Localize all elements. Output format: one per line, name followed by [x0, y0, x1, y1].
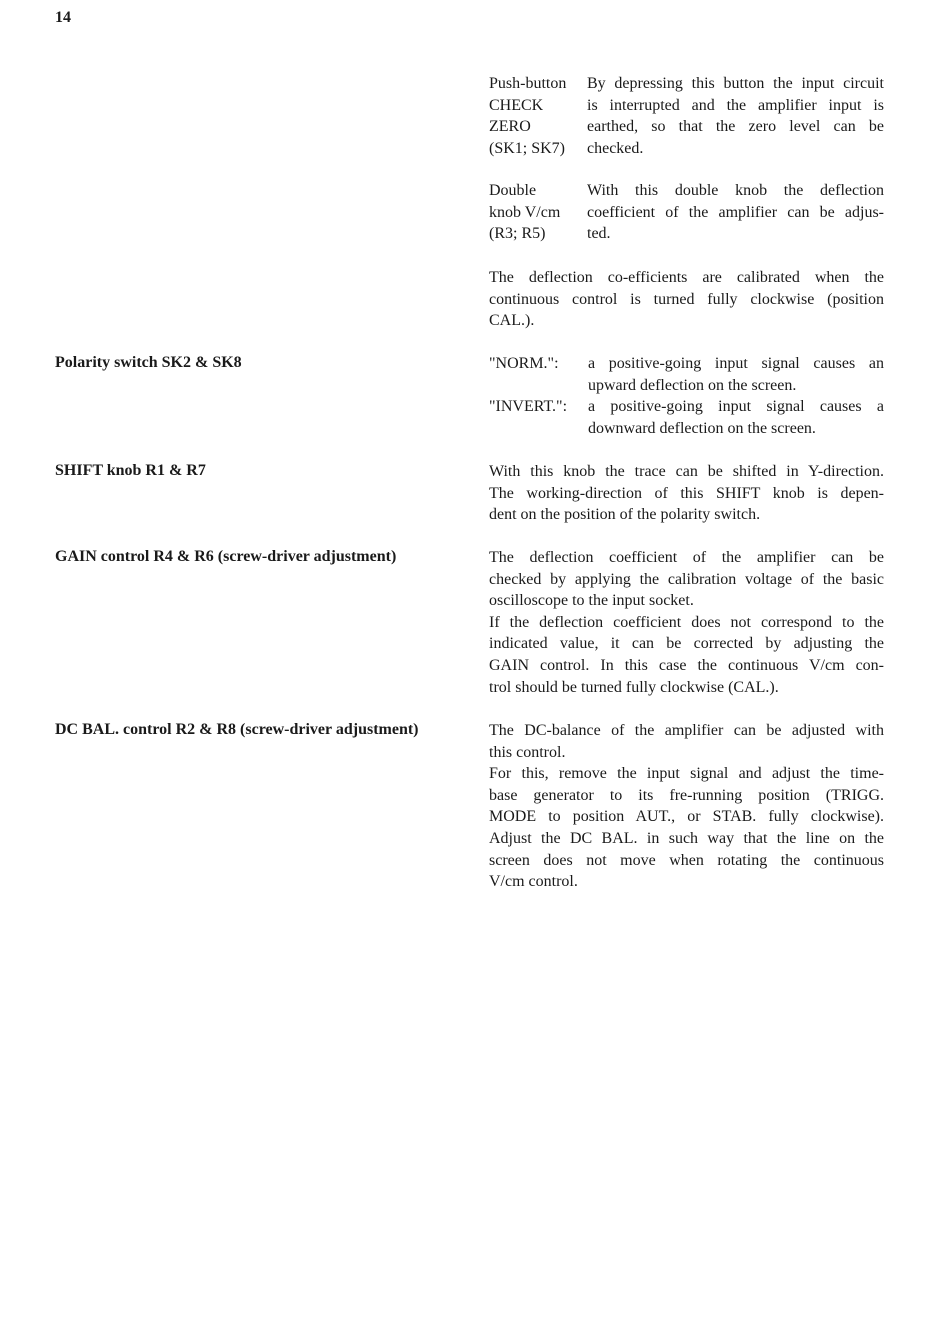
term-line: ZERO — [489, 118, 531, 136]
polarity-switch-label: Polarity switch SK2 & SK8 — [55, 354, 242, 371]
term-line: Double — [489, 182, 537, 199]
paragraph-line: For this, remove the input signal and adjust the time- — [489, 765, 884, 783]
double-knob-term — [489, 180, 587, 245]
desc-line: By depressing this button the input circuit — [587, 75, 884, 92]
paragraph-line: MODE to position AUT., or STAB. fully clockwise). — [489, 808, 884, 826]
check-zero-entry — [489, 73, 884, 159]
dc-bal-control-description — [489, 720, 884, 893]
paragraph-line: The working-direction of this SHIFT knob is depen- — [489, 484, 884, 502]
paragraph-line: With this knob the trace can be shifted in Y-direction. — [489, 463, 884, 480]
paragraph-line: base generator to its fre-running position (TRIGG. — [489, 786, 884, 804]
desc-line: a positive-going input signal causes an — [588, 355, 884, 372]
shift-knob-label: SHIFT knob R1 & R7 — [55, 462, 206, 479]
desc-line: earthed, so that the zero level can be — [587, 118, 884, 136]
paragraph-line: The deflection coefficient of the amplifier can be — [489, 549, 884, 566]
desc-line: checked. — [587, 139, 644, 157]
paragraph-line: checked by applying the calibration voltage of the basic — [489, 570, 884, 588]
term-line: (SK1; SK7) — [489, 139, 566, 157]
invert-term: "INVERT.": — [489, 398, 568, 416]
desc-line: is interrupted and the amplifier input is — [587, 96, 884, 114]
calibration-paragraph — [489, 267, 884, 332]
desc-line: upward deflection on the screen. — [588, 376, 797, 394]
gain-control-label: GAIN control R4 & R6 (screw-driver adjustment) — [55, 548, 397, 565]
dc-bal-control-label: DC BAL. control R2 & R8 (screw-driver adjustment) — [55, 721, 419, 738]
paragraph-line: V/cm control. — [489, 873, 578, 891]
paragraph-line: this control. — [489, 743, 566, 761]
invert-description — [588, 396, 884, 439]
paragraph-line: oscilloscope to the input socket. — [489, 592, 694, 610]
paragraph-line: If the deflection coefficient does not correspond to the — [489, 613, 884, 631]
term-line: Push-button — [489, 75, 567, 92]
paragraph-line: GAIN control. In this case the continuous V/cm con- — [489, 656, 884, 674]
gain-control-description — [489, 547, 884, 698]
desc-line: With this double knob the deflection — [587, 182, 884, 199]
check-zero-term — [489, 73, 587, 159]
paragraph-line: indicated value, it can be corrected by adjusting the — [489, 635, 884, 653]
paragraph-line: The deflection co-efficients are calibrated when the — [489, 269, 884, 286]
double-knob-description — [587, 180, 884, 245]
term-line: CHECK — [489, 96, 544, 114]
desc-line: a positive-going input signal causes a — [588, 398, 884, 416]
check-zero-description — [587, 73, 884, 159]
paragraph-line: continuous control is turned fully clockwise (position — [489, 290, 884, 308]
polarity-switch-description — [489, 353, 884, 439]
paragraph-line: Adjust the DC BAL. in such way that the line on the — [489, 829, 884, 847]
norm-term: "NORM.": — [489, 355, 559, 372]
norm-description — [588, 353, 884, 396]
desc-line: coefficient of the amplifier can be adjus- — [587, 203, 884, 221]
page-number: 14 — [55, 9, 71, 26]
paragraph-line: dent on the position of the polarity switch. — [489, 506, 761, 524]
shift-knob-description — [489, 461, 884, 526]
term-line: (R3; R5) — [489, 225, 546, 243]
paragraph-line: screen does not move when rotating the continuous — [489, 851, 884, 869]
paragraph-line: The DC-balance of the amplifier can be adjusted with — [489, 722, 884, 739]
paragraph-line: trol should be turned fully clockwise (CAL.). — [489, 678, 779, 696]
desc-line: downward deflection on the screen. — [588, 419, 816, 437]
double-knob-entry — [489, 180, 884, 245]
desc-line: ted. — [587, 225, 611, 243]
paragraph-line: CAL.). — [489, 312, 535, 330]
term-line: knob V/cm — [489, 203, 561, 221]
